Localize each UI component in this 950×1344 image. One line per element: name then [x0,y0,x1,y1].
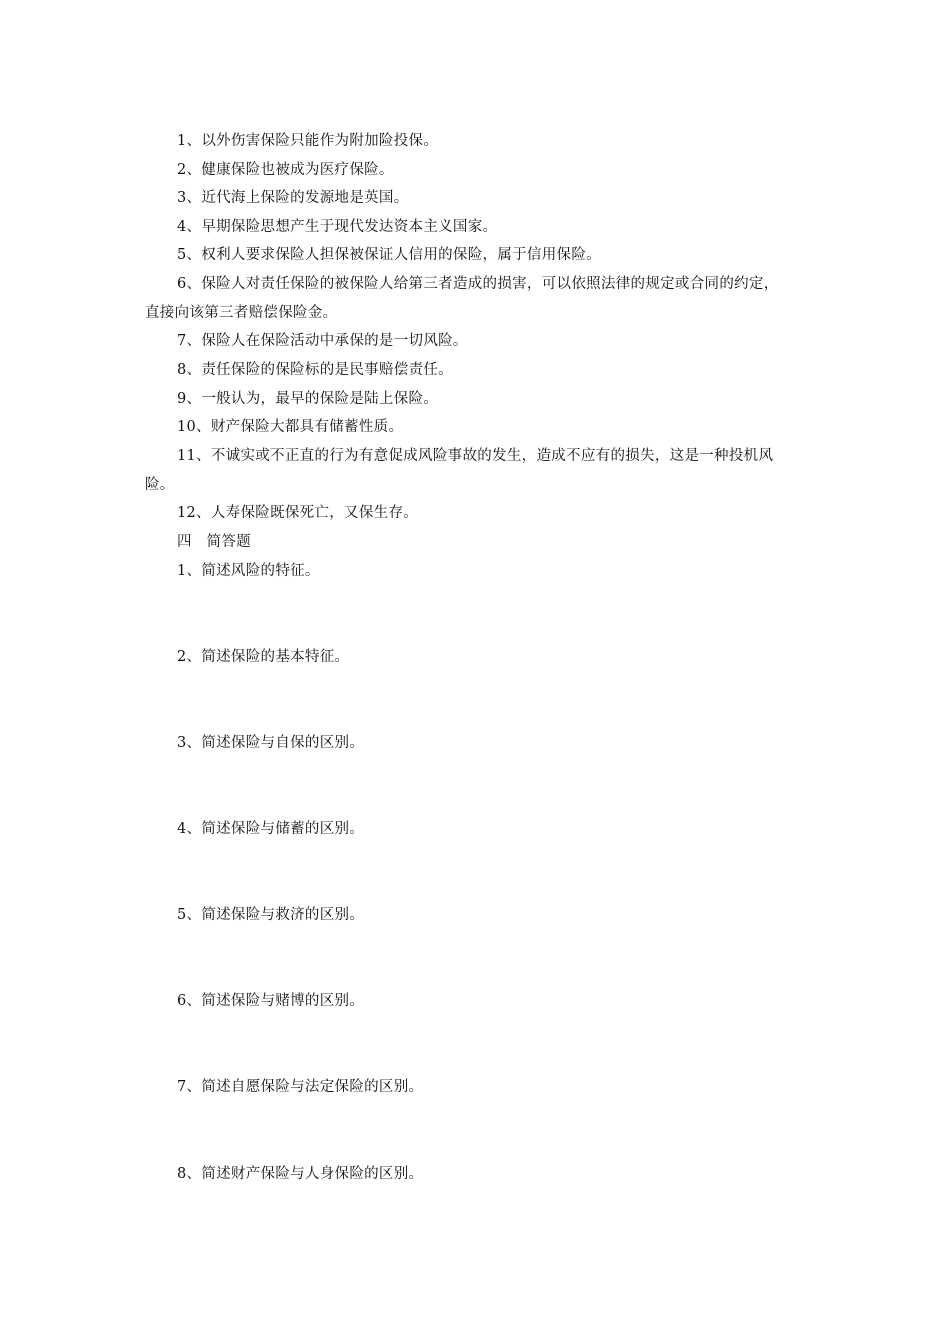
question-8: 8、简述财产保险与人身保险的区别。 [177,1166,424,1182]
question-7: 7、简述自愿保险与法定保险的区别。 [177,1079,424,1095]
question-1: 1、简述风险的特征。 [177,563,320,579]
question-4: 4、简述保险与储蓄的区别。 [177,821,365,837]
question-3: 3、简述保险与自保的区别。 [177,735,365,751]
statement-5: 5、权利人要求保险人担保被保证人信用的保险，属于信用保险。 [177,247,601,263]
section-heading-short-answer: 四 简答题 [177,534,251,550]
statement-3: 3、近代海上保险的发源地是英国。 [177,190,409,206]
statement-10: 10、财产保险大都具有储蓄性质。 [177,419,404,435]
statement-6: 6、保险人对责任保险的被保险人给第三者造成的损害，可以依照法律的规定或合同的约定，直接向该第三者赔偿保险金。 [145,276,779,321]
statement-7: 7、保险人在保险活动中承保的是一切风险。 [177,333,468,349]
question-5: 5、简述保险与救济的区别。 [177,907,365,923]
statement-8: 8、责任保险的保险标的是民事赔偿责任。 [177,362,453,378]
statement-12: 12、人寿保险既保死亡，又保生存。 [177,505,419,521]
question-6: 6、简述保险与赌博的区别。 [177,993,365,1009]
statement-1: 1、以外伤害保险只能作为附加险投保。 [177,133,439,149]
statement-11: 11、不诚实或不正直的行为有意促成风险事故的发生，造成不应有的损失，这是一种投机风险。 [145,448,774,493]
statement-2: 2、健康保险也被成为医疗保险。 [177,162,394,178]
statement-4: 4、早期保险思想产生于现代发达资本主义国家。 [177,219,498,235]
question-2: 2、简述保险的基本特征。 [177,649,350,665]
statement-9: 9、一般认为，最早的保险是陆上保险。 [177,391,439,407]
